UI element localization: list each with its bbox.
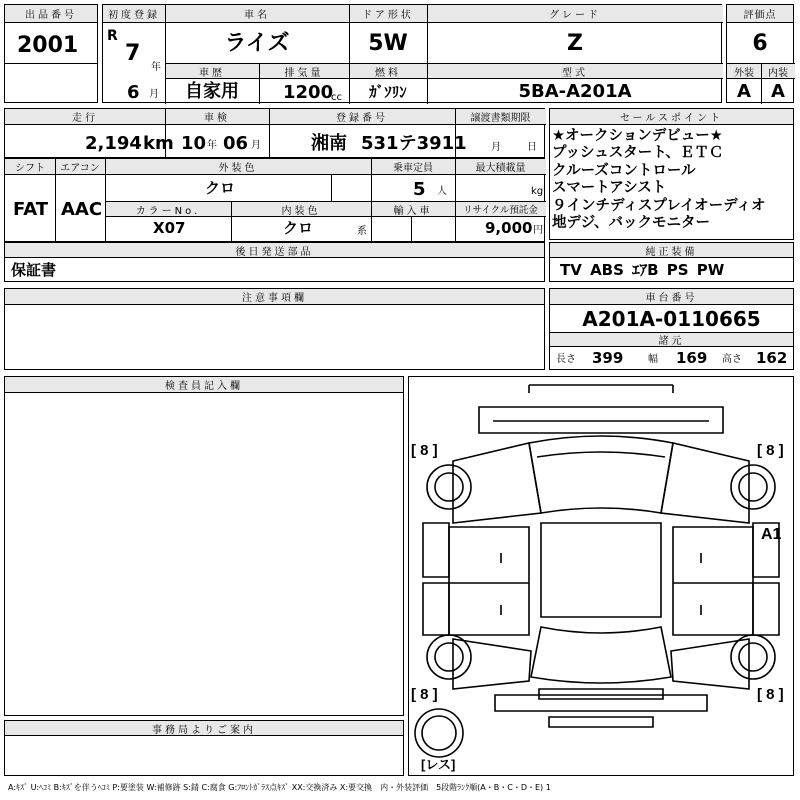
load-label: 最大積載量 (455, 159, 546, 175)
history-label: 車歴 (165, 63, 259, 79)
length-label: 長さ (556, 354, 576, 365)
lot-box (4, 4, 98, 103)
interior-score: A (771, 81, 785, 102)
load-unit: kg (531, 186, 544, 197)
score-box (726, 4, 794, 103)
era: R (107, 28, 118, 44)
sales-point-line: スマートアシスト (552, 180, 667, 197)
year-unit: 年 (151, 62, 161, 73)
lot-label: 出品番号 (5, 5, 97, 23)
int-color-unit: 系 (357, 226, 367, 237)
ext-color-label: 外装色 (105, 159, 371, 175)
recycle-unit: 円 (533, 225, 543, 236)
plate-label: 登録番号 (269, 109, 455, 125)
delivery-box (4, 242, 545, 282)
sales-point-line: プッシュスタート、ＥＴＣ (552, 145, 724, 162)
width-value: 169 (676, 349, 708, 367)
cautions-label: 注意事項欄 (5, 289, 544, 305)
sales-point-line: ★オークションデビュー★ (552, 128, 723, 144)
color-no-label: カラーNo. (105, 201, 231, 217)
delivery-value: 保証書 (11, 261, 57, 279)
mark-rear-right: [ 8 ] (757, 686, 784, 703)
inspector-box (4, 376, 404, 716)
mileage-unit: km (143, 133, 174, 154)
plate-region: 湘南 (311, 133, 347, 154)
month-unit: 月 (149, 89, 159, 100)
model-label: 型式 (427, 63, 723, 79)
door-label: ドア形状 (349, 5, 427, 23)
color-no: X07 (153, 219, 186, 237)
mark-front-right: [ 8 ] (757, 442, 784, 459)
plate-number: 531テ3911 (361, 133, 467, 154)
car-name: ライズ (224, 31, 290, 56)
mark-front-left: [ 8 ] (411, 442, 438, 459)
height-value: 162 (756, 349, 788, 367)
car-diagram (409, 377, 793, 775)
reg-year: 7 (125, 41, 141, 66)
sales-point-line: 地デジ、バックモニター (552, 215, 711, 232)
transfer-month: 月 (491, 142, 501, 153)
legend: A:ｷｽﾞ U:ﾍｺﾐ B:ｷｽﾞを伴うﾍｺﾐ P:要塗装 W:補修跡 S:錆 C:腐食 G:ﾌﾛﾝﾄｶﾞﾗｽ点ｷｽﾞ XX:交換済み X:要交換 内・外装評価 5段階ﾗﾝｸ順(A・B・C・D・E) 1 (8, 783, 551, 792)
recycle-label: リサイクル預託金 (455, 201, 546, 217)
displacement-label: 排気量 (259, 63, 349, 79)
import-label: 輸入車 (371, 201, 455, 217)
specs-label: 諸元 (550, 332, 793, 347)
chassis-label: 車台番号 (550, 289, 793, 305)
mark-spare: [レス] (421, 757, 456, 772)
equipment-label: 純正装備 (550, 243, 793, 258)
chassis-box (549, 288, 794, 370)
lot-number: 2001 (17, 33, 79, 58)
model-code: 5BA-A201A (518, 81, 632, 102)
displacement-unit: cc (331, 92, 342, 103)
interior-label: 内装 (761, 63, 795, 79)
first-reg-label: 初度登録 (103, 5, 165, 23)
score-label: 評価点 (727, 5, 793, 23)
recycle-fee: 9,000 (485, 219, 533, 237)
equipment-box (549, 242, 794, 282)
office-label: 事務局よりご案内 (5, 721, 403, 736)
height-label: 高さ (722, 354, 742, 365)
mark-rear-left: [ 8 ] (411, 686, 438, 703)
insp-month: 06 (223, 133, 249, 154)
fuel-label: 燃料 (349, 63, 427, 79)
int-color: クロ (283, 219, 314, 237)
ext-color: クロ (205, 179, 236, 197)
displacement: 1200 (283, 82, 334, 103)
int-color-label: 内装色 (231, 201, 371, 217)
inspection-label: 車検 (165, 109, 269, 125)
reg-month: 6 (127, 82, 140, 103)
door-type: 5W (368, 31, 408, 56)
exterior-label: 外装 (727, 63, 761, 79)
ac-label: エアコン (55, 159, 105, 175)
ac: AAC (61, 199, 103, 220)
grade-label: グレード (427, 5, 723, 23)
office-box (4, 720, 404, 776)
fuel-type: ｶﾞｿﾘﾝ (369, 82, 407, 101)
delivery-label: 後日発送部品 (5, 243, 544, 258)
car-diagram-box (408, 376, 794, 776)
inspector-label: 検査員記入欄 (5, 377, 403, 393)
score-value: 6 (752, 31, 768, 56)
transfer-label: 譲渡書類期限 (455, 109, 546, 125)
row2-box (4, 108, 545, 158)
chassis-number: A201A-0110665 (582, 307, 761, 331)
grade: Z (567, 31, 583, 56)
sales-points-label: セールスポイント (550, 109, 793, 125)
equipment-value: TV ABS ｴｱB PS PW (560, 261, 725, 279)
sales-point-line: クルーズコントロール (552, 162, 696, 179)
cautions-box (4, 288, 545, 370)
mark-right-door: A1 (761, 526, 782, 543)
insp-month-unit: 月 (251, 140, 261, 151)
transfer-day: 日 (527, 142, 537, 153)
car-name-label: 車名 (165, 5, 349, 23)
sales-point-line: ９インチディスプレイオーディオ (552, 197, 766, 214)
mileage-label: 走行 (5, 109, 165, 125)
capacity: 5 (413, 179, 426, 200)
sales-points-list (552, 128, 765, 232)
row3-box (4, 158, 545, 242)
mileage: 2,194 (85, 133, 142, 154)
main-header-box (102, 4, 722, 103)
shift: FAT (13, 199, 49, 220)
car-history: 自家用 (185, 81, 239, 102)
length-value: 399 (592, 349, 624, 367)
capacity-label: 乗車定員 (371, 159, 455, 175)
shift-label: シフト (5, 159, 55, 175)
insp-year-unit: 年 (207, 140, 217, 151)
exterior-score: A (737, 81, 751, 102)
insp-year: 10 (181, 133, 207, 154)
capacity-unit: 人 (437, 186, 447, 197)
width-label: 幅 (648, 354, 658, 365)
